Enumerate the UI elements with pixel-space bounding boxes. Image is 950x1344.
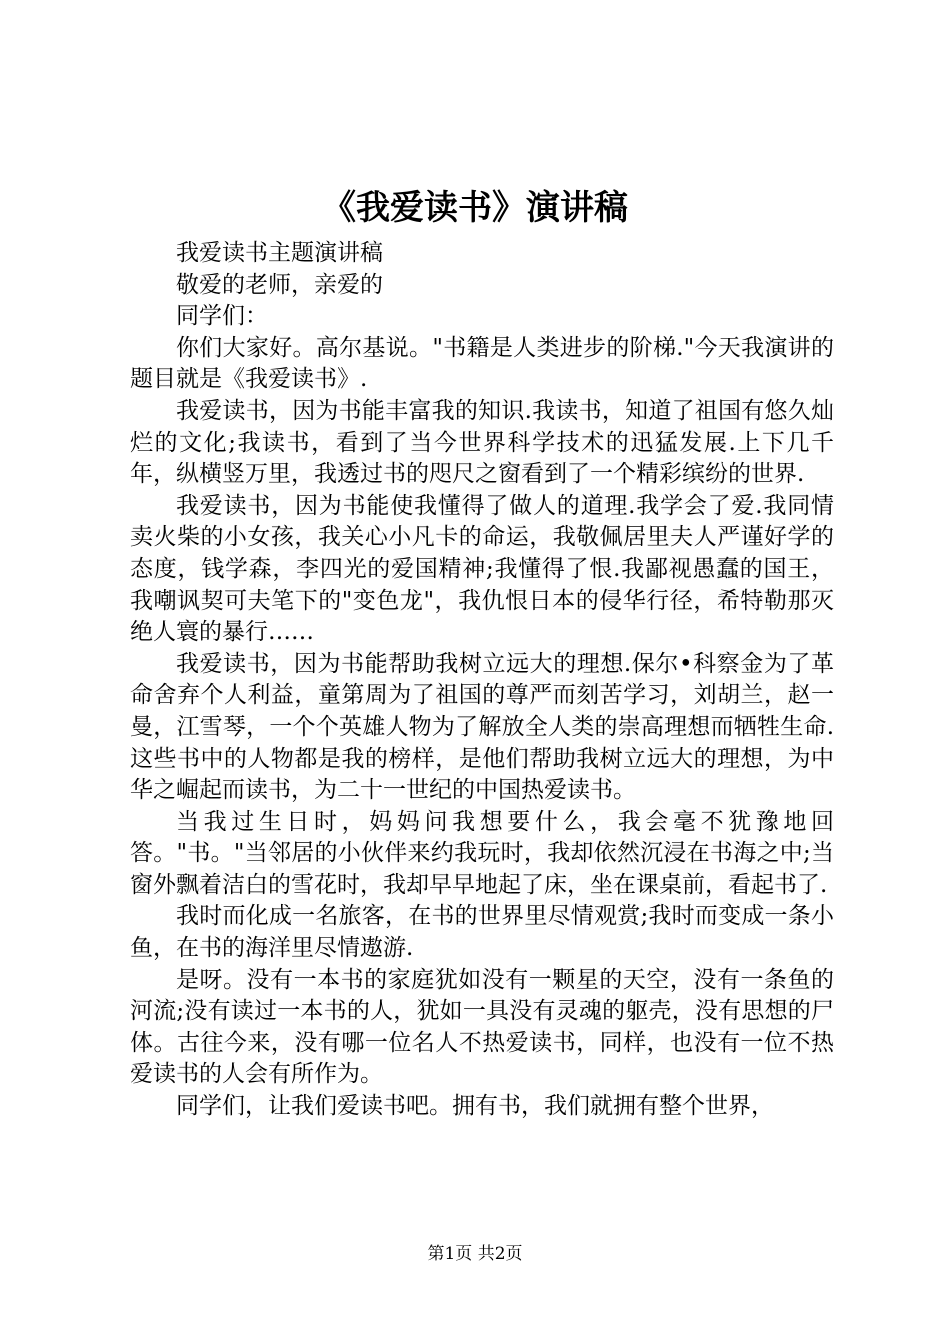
paragraph: 我爱读书，因为书能使我懂得了做人的道理.我学会了爱.我同情卖火柴的小女孩，我关心小凡卡的命运，我敬佩居里夫人严谨好学的态度，钱学森，李四光的爱国精神;我懂得了恨.我鄙视愚蠢的国王，我嘲讽契可夫笔下的"变色龙"，我仇恨日本的侵华行径，希特勒那灭绝人寰的暴行…… xyxy=(130,492,834,646)
paragraph: 你们大家好。高尔基说。"书籍是人类进步的阶梯."今天我演讲的题目就是《我爱读书》. xyxy=(130,334,834,393)
paragraph: 同学们： xyxy=(176,303,268,330)
paragraph: 是呀。没有一本书的家庭犹如没有一颗星的天空，没有一条鱼的河流;没有读过一本书的人，犹如一具没有灵魂的躯壳，没有思想的尸体。古往今来，没有哪一位名人不热爱读书，同样，也没有一位不热爱读书的人会有所作为。 xyxy=(130,966,834,1088)
paragraph: 我爱读书，因为书能帮助我树立远大的理想.保尔•科察金为了革命舍弃个人利益，童第周为了祖国的尊严而刻苦学习，刘胡兰，赵一曼，江雪琴，一个个英雄人物为了解放全人类的崇高理想而牺牲生命.这些书中的人物都是我的榜样，是他们帮助我树立远大的理想，为中华之崛起而读书，为二十一世纪的中国热爱读书。 xyxy=(130,650,834,804)
paragraph: 敬爱的老师，亲爱的 xyxy=(176,271,383,298)
document-title: 《我爱读书》演讲稿 xyxy=(322,188,628,228)
document-body xyxy=(130,238,834,1123)
paragraph: 同学们，让我们爱读书吧。拥有书，我们就拥有整个世界， xyxy=(176,1093,774,1120)
paragraph: 我爱读书主题演讲稿 xyxy=(176,240,383,266)
page-footer: 第1页 共2页 xyxy=(427,1244,523,1264)
paragraph: 当我过生日时，妈妈问我想要什么，我会毫不犹豫地回答。"书。"当邻居的小伙伴来约我玩时，我却依然沉浸在书海之中;当窗外飘着洁白的雪花时，我却早早地起了床，坐在课桌前，看起书了. xyxy=(130,808,834,898)
paragraph: 我爱读书，因为书能丰富我的知识.我读书，知道了祖国有悠久灿烂的文化;我读书，看到了当今世界科学技术的迅猛发展.上下几千年，纵横竖万里，我透过书的咫尺之窗看到了一个精彩缤纷的世界. xyxy=(130,397,834,488)
paragraph: 我时而化成一名旅客，在书的世界里尽情观赏;我时而变成一条小鱼，在书的海洋里尽情遨游. xyxy=(130,903,834,962)
